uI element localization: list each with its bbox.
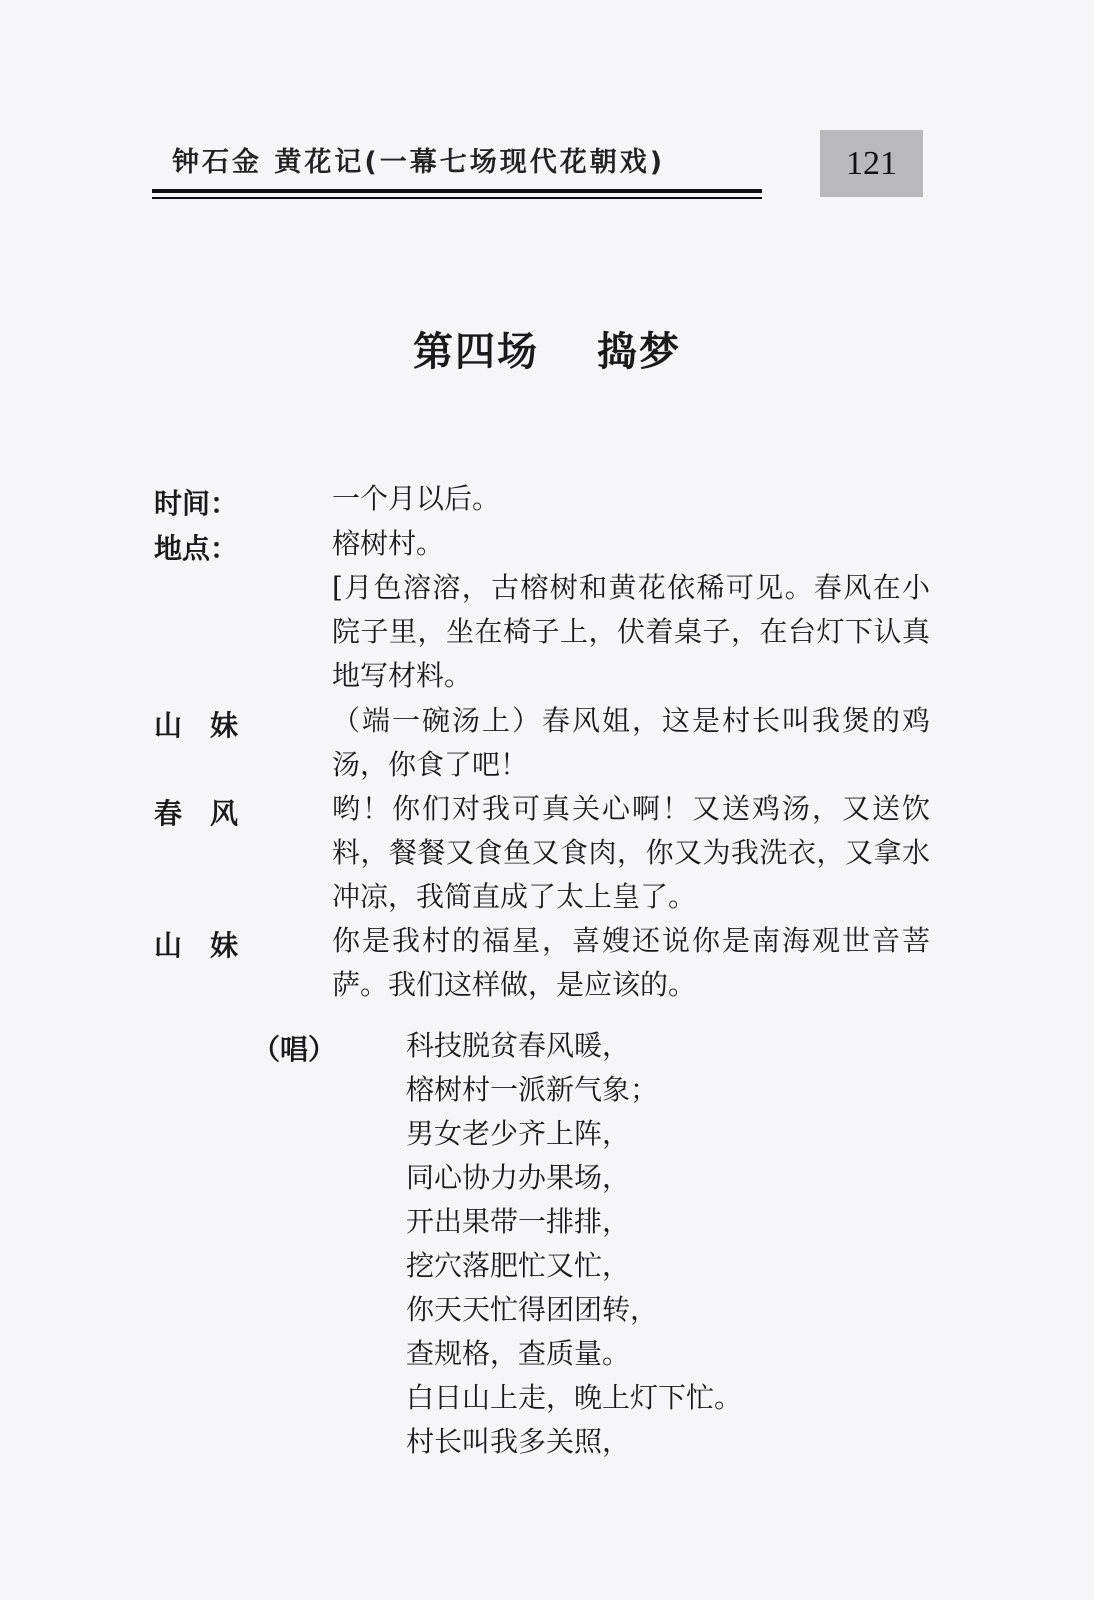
- scene-title: 第四场 捣梦: [413, 328, 681, 375]
- header-rule-thin: [152, 197, 762, 199]
- verse-line: 同心协力办果场，: [406, 1161, 631, 1194]
- verse-line: 榕树村一派新气象；: [406, 1073, 659, 1106]
- sing-label: （唱）: [252, 1033, 337, 1066]
- speaker-label: 春 风: [154, 797, 239, 830]
- verse-line: 科技脱贫春风暖，: [406, 1029, 631, 1062]
- stage-direction: [月色溶溶，古榕树和黄花依稀可见。春风在小院子里，坐在椅子上，伏着桌子，在台灯下认真地写材料。: [332, 571, 930, 692]
- time-value: 一个月以后。: [332, 482, 501, 515]
- header-rule-thick: [152, 189, 762, 193]
- running-head: 钟石金 黄花记(一幕七场现代花朝戏): [172, 147, 666, 178]
- time-label: 时间：: [154, 487, 239, 520]
- verse-line: 挖穴落肥忙又忙，: [406, 1249, 631, 1282]
- verse-line: 白日山上走，晚上灯下忙。: [406, 1381, 743, 1414]
- speaker-label: 山 妹: [154, 929, 239, 962]
- verse-line: 男女老少齐上阵，: [406, 1117, 631, 1150]
- place-value: 榕树村。: [332, 527, 445, 560]
- verse-line: 开出果带一排排，: [406, 1205, 631, 1238]
- verse-line: 查规格，查质量。: [406, 1337, 631, 1370]
- place-label: 地点：: [154, 532, 239, 565]
- speaker-label: 山 妹: [154, 709, 239, 742]
- song-verse: [406, 1024, 742, 1464]
- dialogue-line: 你是我村的福星，喜嫂还说你是南海观世音菩萨。我们这样做，是应该的。: [332, 924, 930, 1001]
- dialogue-line: （端一碗汤上）春风姐，这是村长叫我煲的鸡汤，你食了吧！: [332, 704, 930, 781]
- verse-line: 你天天忙得团团转，: [406, 1293, 659, 1326]
- verse-line: 村长叫我多关照，: [406, 1425, 631, 1458]
- dialogue-line: 哟！你们对我可真关心啊！又送鸡汤，又送饮料，餐餐又食鱼又食肉，你又为我洗衣，又拿水冲凉，我简直成了太上皇了。: [332, 792, 930, 913]
- page-number: 121: [820, 130, 923, 197]
